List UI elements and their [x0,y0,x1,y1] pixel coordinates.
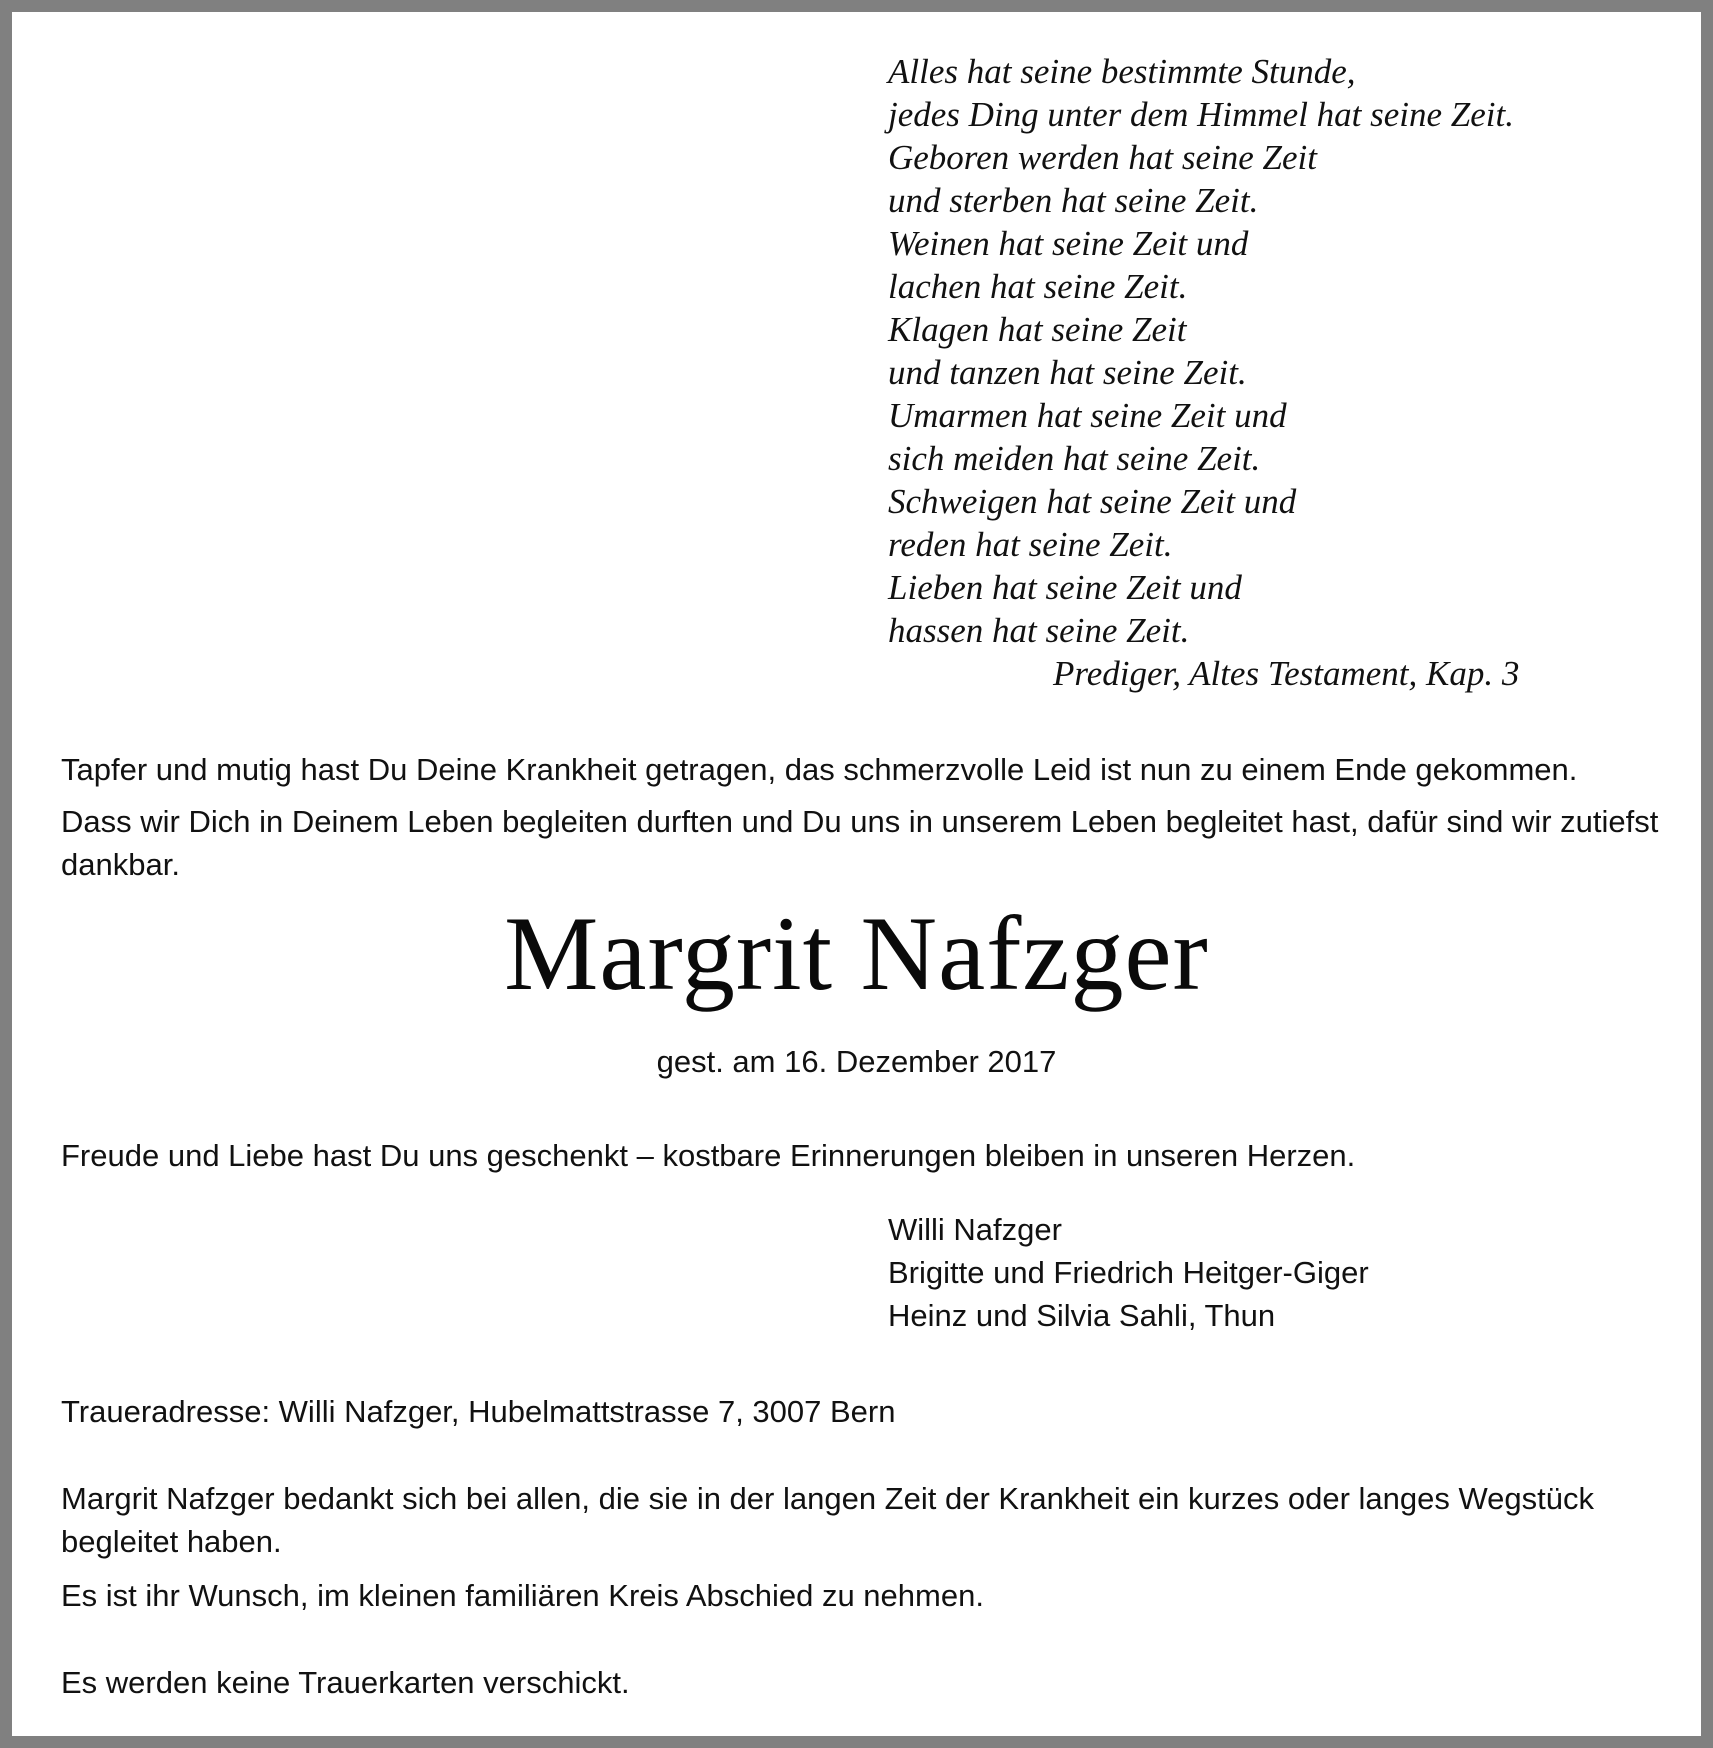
poem-line: sich meiden hat seine Zeit. [888,439,1261,478]
poem-line: Geboren werden hat seine Zeit [888,138,1317,177]
deceased-name: Margrit Nafzger [504,895,1209,1012]
poem-line: und sterben hat seine Zeit. [888,181,1259,220]
poem-line: Schweigen hat seine Zeit und [888,482,1297,521]
poem-line: reden hat seine Zeit. [888,525,1173,564]
memory-text: Freude und Liebe hast Du uns geschenkt – kostbare Erinnerungen bleiben in unseren Herzen. [61,1138,1356,1173]
poem-line: Umarmen hat seine Zeit und [888,396,1287,435]
poem-line: lachen hat seine Zeit. [888,267,1188,306]
family-member: Willi Nafzger [888,1212,1062,1247]
mourning-address: Traueradresse: Willi Nafzger, Hubelmattstrasse 7, 3007 Bern [61,1394,896,1429]
poem-source: Prediger, Altes Testament, Kap. 3 [1053,654,1520,693]
intro-line-1: Tapfer und mutig hast Du Deine Krankheit getragen, das schmerzvolle Leid ist nun zu einem Ende gekommen. [61,752,1578,787]
poem-line: Klagen hat seine Zeit [888,310,1187,349]
poem-line: jedes Ding unter dem Himmel hat seine Zeit. [888,95,1515,134]
obituary-sheet [12,12,1701,1736]
poem [888,50,1648,695]
poem-line: Alles hat seine bestimmte Stunde, [888,52,1356,91]
no-cards-note: Es werden keine Trauerkarten verschickt. [61,1665,630,1700]
family-member: Heinz und Silvia Sahli, Thun [888,1298,1276,1333]
poem-line: hassen hat seine Zeit. [888,611,1190,650]
family-signatures [888,1208,1369,1337]
poem-line: Weinen hat seine Zeit und [888,224,1249,263]
poem-line: Lieben hat seine Zeit und [888,568,1242,607]
intro-line-2: Dass wir Dich in Deinem Leben begleiten durften und Du uns in unserem Leben begleitet hast, dafür sind wir zutiefst dankbar. [61,804,1659,882]
family-member: Brigitte und Friedrich Heitger-Giger [888,1255,1369,1290]
death-date: gest. am 16. Dezember 2017 [656,1044,1057,1079]
thanks-text: Margrit Nafzger bedankt sich bei allen, die sie in der langen Zeit der Krankheit ein kurzes oder langes Wegstück begleitet haben. [61,1481,1595,1559]
farewell-wish: Es ist ihr Wunsch, im kleinen familiären Kreis Abschied zu nehmen. [61,1578,984,1613]
poem-line: und tanzen hat seine Zeit. [888,353,1247,392]
